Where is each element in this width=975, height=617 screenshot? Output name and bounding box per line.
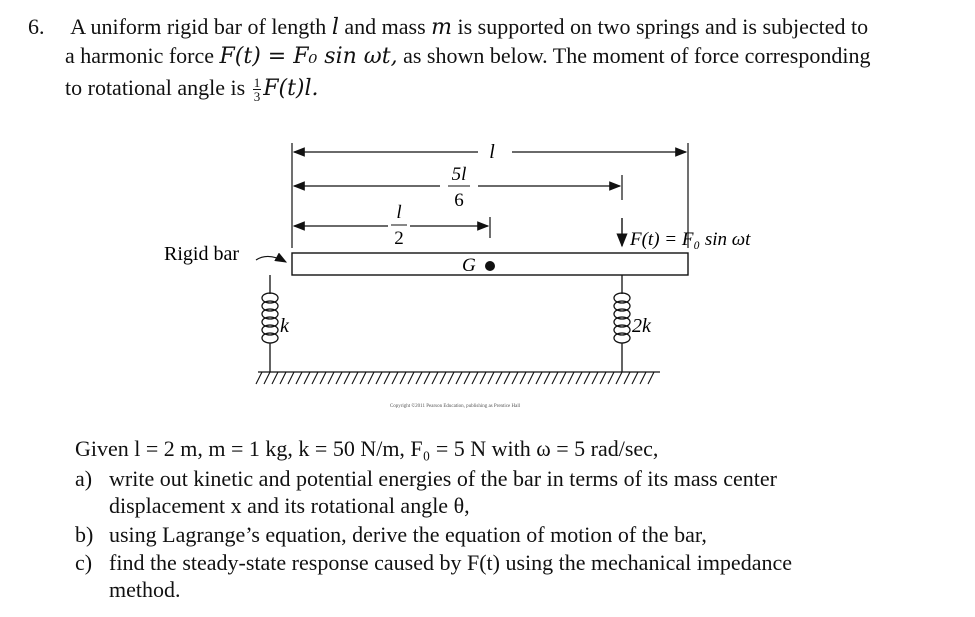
part-a-line-2 [109,493,470,519]
part-b-label: b) [75,522,94,547]
frac-num: 1 [253,75,261,91]
part-a-label: a) [75,466,93,491]
part-a-text-2: displacement x and its rotational angle θ, [109,493,470,518]
spring-left-label: k [280,315,289,337]
part-a-line-1 [75,466,777,492]
problem-text-1b: and mass [344,14,426,39]
given-text: Given l = 2 m, m = 1 kg, k = 50 N/m, F₀ = 5 N with ω = 5 rad/sec, [75,436,659,461]
dim-total-label: l [489,141,495,163]
ground-hatch [256,372,654,384]
part-c-label: c) [75,550,93,575]
part-c-text: find the steady-state response caused by F(t) using the mechanical impedance [109,550,792,575]
part-c-line-1 [75,550,792,576]
problem-text-1a: A uniform rigid bar of length [70,14,327,39]
dim-half-den: 2 [394,228,404,249]
var-l: l [331,15,339,40]
center-of-mass-dot [485,261,495,271]
problem-text-3a: to rotational angle is [65,75,246,100]
moment-expression: F(t)l. [263,76,319,101]
spring-left [262,275,278,372]
part-a-text: write out kinetic and potential energies of the bar in terms of its mass center [109,466,777,491]
part-b-line [75,522,707,548]
spring-right [614,275,630,372]
dim-5l-den: 6 [454,190,464,211]
problem-number: 6. [28,14,45,39]
part-b-text: using Lagrange’s equation, derive the equation of motion of the bar, [109,522,707,547]
problem-text-2b: as shown below. The moment of force corresponding [403,43,871,68]
center-label: G [462,255,476,276]
problem-text-1c: is supported on two springs and is subjected to [457,14,869,39]
dim-half-num: l [396,202,402,223]
given-line [75,436,658,462]
copyright-note: Copyright ©2011 Pearson Education, publishing as Prentice Hall [389,404,521,409]
problem-text-2a: a harmonic force [65,43,215,68]
rigid-bar-leader [256,256,286,262]
part-c-text-2: method. [109,577,181,602]
force-label: F(t) = F₀ sin ωt [630,229,751,250]
frac-den: 3 [253,89,261,105]
part-c-line-2 [109,577,181,603]
var-m: m [431,15,452,40]
rigid-bar-label: Rigid bar [164,243,239,265]
force-expression: F(t) = F₀ sin ωt, [219,44,398,69]
dim-5l-num: 5l [451,164,467,185]
spring-right-label: 2k [632,315,651,337]
